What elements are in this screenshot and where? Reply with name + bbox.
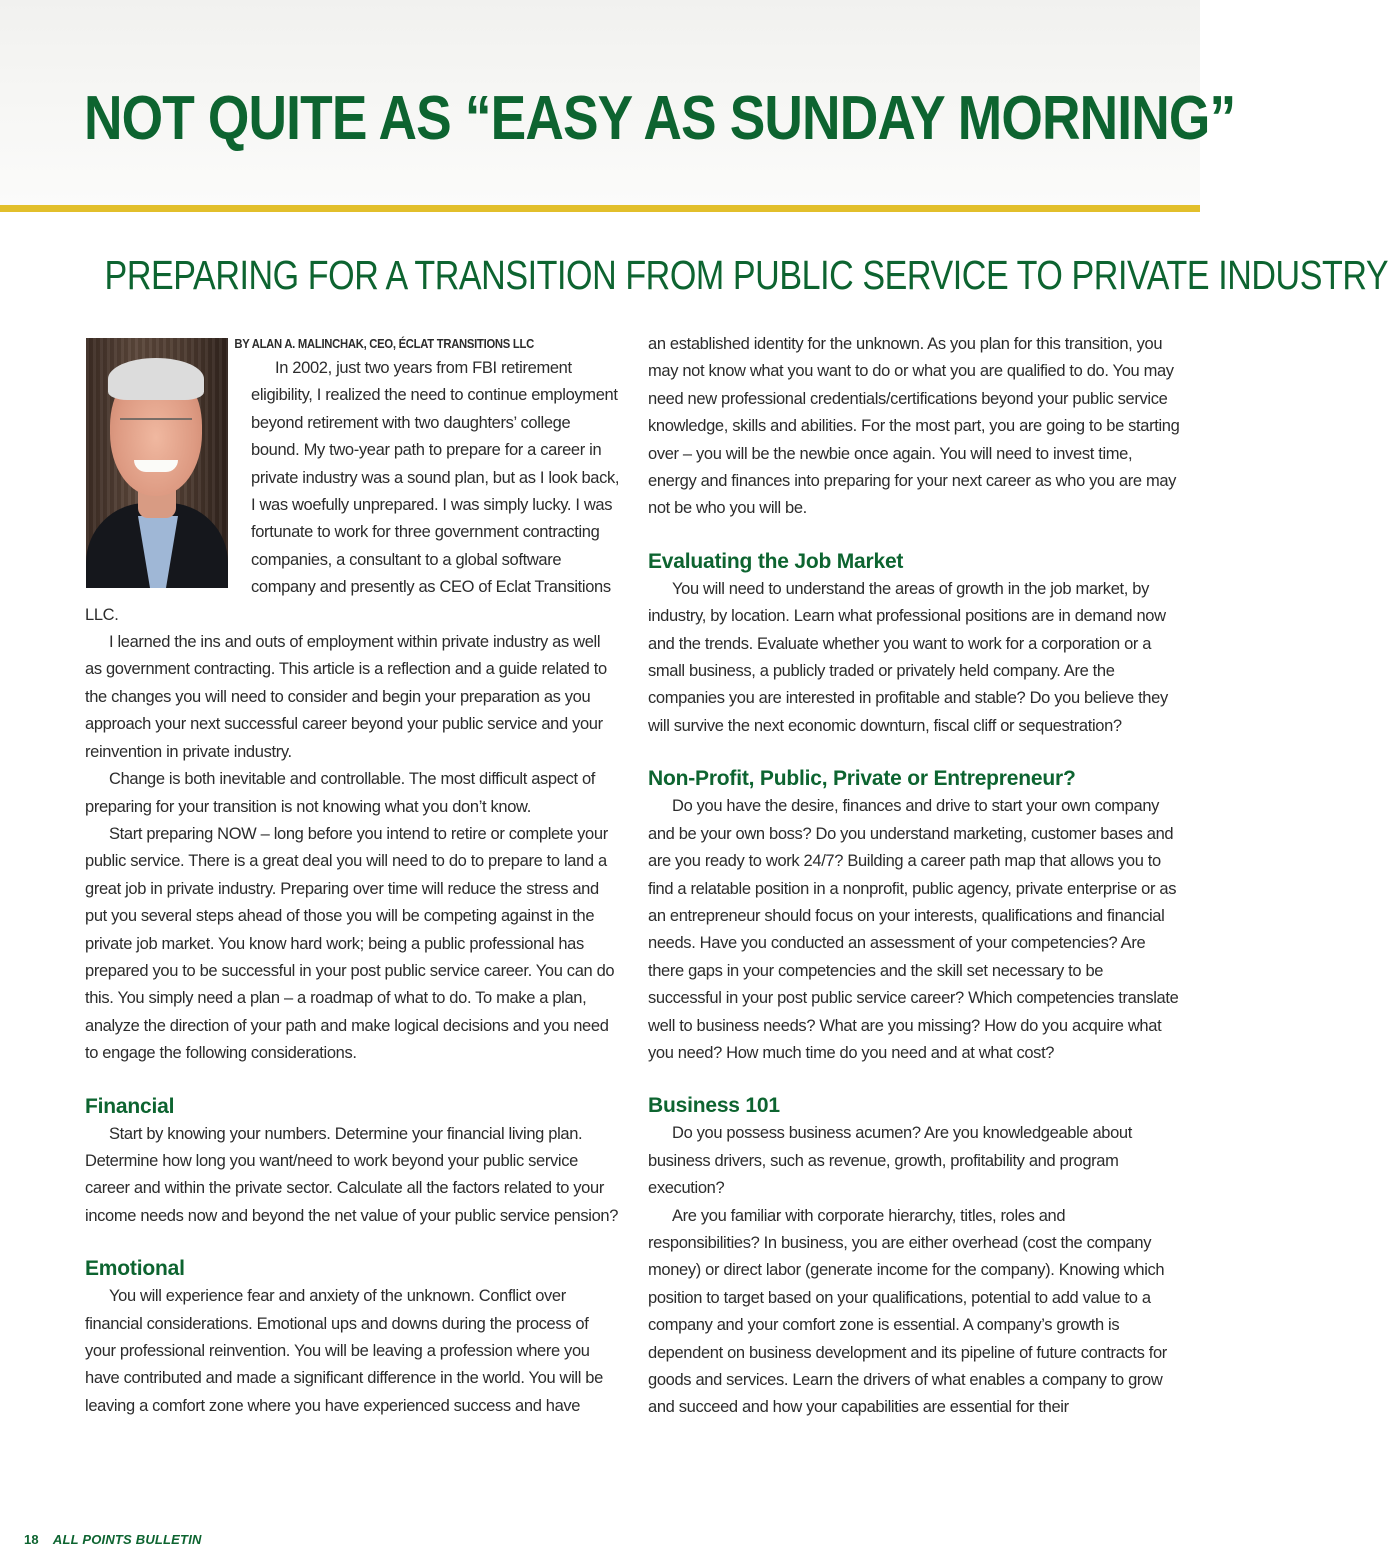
left-column <box>85 333 621 1420</box>
page-number: 18 <box>24 1532 39 1547</box>
sectors-paragraph: Do you have the desire, finances and drive to start your own company and be your own boss? Do you understand marketing, customer bases and are you ready to work 24/7? Building a career path map that allows you to find a relatable position in a nonprofit, public agency, private enterprise or as an entrepreneur should focus on your interests, qualifications and financial needs. Have you conducted an assessment of your competencies? Are there gaps in your competencies and the skill set necessary to be successful in your post public service career? Which competencies translate well to business needs? What are you missing? How do you acquire what you need? How much time do you need and at what cost? <box>648 797 1179 1062</box>
section-heading-job-market: Evaluating the Job Market <box>648 549 904 573</box>
portrait-smile <box>134 460 178 472</box>
job-market-paragraph: You will need to understand the areas of growth in the job market, by industry, by location. Learn what professional positions are in demand now and the trends. Evaluate whether you want to work for a corporation or a small business, a publicly traded or privately held company. Are the companies you are interested in profitable and stable? Do you believe they will survive the next economic downturn, fiscal cliff or sequestration? <box>648 579 1168 735</box>
page-title: NOT QUITE AS “EASY AS SUNDAY MORNING” <box>84 84 1236 153</box>
portrait-hair <box>108 358 204 400</box>
financial-paragraph: Start by knowing your numbers. Determine your financial living plan. Determine how long you want/need to work beyond your public service career and within the private sector. Calculate all the factors related to your income needs now and beyond the net value of your public service pension? <box>85 1124 619 1225</box>
intro-paragraph-3: Change is both inevitable and controllable. The most difficult aspect of preparing for your transition is not knowing what you don’t know. <box>85 770 596 816</box>
section-heading-sectors: Non-Profit, Public, Private or Entrepreneur? <box>648 767 1076 791</box>
intro-paragraph-1: In 2002, just two years from FBI retirement eligibility, I realized the need to continue employment beyond retirement with two daughters’ college bound. My two-year path to prepare for a career in private industry was a sound plan, but as I look back, I was woefully unprepared. I was simply lucky. I was fortunate to work for three government contracting companies, a consultant to a global software company and presently as CEO of Eclat Transitions LLC. <box>85 359 620 624</box>
section-heading-emotional: Emotional <box>85 1257 185 1281</box>
article-subtitle: PREPARING FOR A TRANSITION FROM PUBLIC SERVICE TO PRIVATE INDUSTRY <box>104 252 1388 298</box>
publication-name: ALL POINTS BULLETIN <box>52 1532 202 1547</box>
business-paragraph-1: Do you possess business acumen? Are you knowledgeable about business drivers, such as revenue, growth, profitability and program execution? <box>648 1124 1132 1198</box>
emotional-paragraph: You will experience fear and anxiety of the unknown. Conflict over financial considerations. Emotional ups and downs during the process of your professional reinvention. You will be leaving a profession where you have contributed and made a significant difference in the world. You will be leaving a comfort zone where you have experienced success and have <box>85 1287 603 1415</box>
portrait-glasses <box>120 418 192 436</box>
intro-paragraph-4: Start preparing NOW – long before you intend to retire or complete your public service. There is a great deal you will need to do to prepare to land a great job in private industry. Preparing over time will reduce the stress and put you several steps ahead of those you will be competing against in the private job market. You know hard work; being a public professional has prepared you to be successful in your post public service career. You can do this. You simply need a plan – a roadmap of what to do. To make a plan, analyze the direction of your path and make logical decisions and you need to engage the following considerations. <box>85 824 615 1063</box>
right-column <box>648 331 1180 1422</box>
emotional-continuation: an established identity for the unknown. As you plan for this transition, you may not know what you want to do or what you are qualified to do. You may need new professional credentials/certifications beyond your public service knowledge, skills and abilities. For the most part, you are going to be starting over – you will be the newbie once again. You will need to invest time, energy and finances into preparing for your next career as who you are may not be who you will be. <box>648 335 1180 518</box>
byline: BY ALAN A. MALINCHAK, CEO, ÉCLAT TRANSITIONS LLC <box>234 337 534 351</box>
author-portrait-icon <box>86 338 228 588</box>
page-footer <box>24 1531 202 1549</box>
business-paragraph-2: Are you familiar with corporate hierarchy, titles, roles and responsibilities? In business, you are either overhead (cost the company money) or direct labor (generate income for the company). Knowing which position to target based on your qualifications, potential to add value to a company and your comfort zone is essential. A company’s growth is dependent on business development and its pipeline of future contracts for goods and services. Learn the drivers of what enables a company to grow and succeed and how your capabilities are essential for their <box>648 1206 1167 1417</box>
intro-paragraph-2: I learned the ins and outs of employment within private industry as well as government contracting. This article is a reflection and a guide related to the changes you will need to consider and begin your preparation as you approach your next successful career beyond your public service and your reinvention in private industry. <box>85 633 607 761</box>
gold-divider <box>0 205 1200 212</box>
section-heading-financial: Financial <box>85 1094 175 1118</box>
section-heading-business: Business 101 <box>648 1094 780 1118</box>
